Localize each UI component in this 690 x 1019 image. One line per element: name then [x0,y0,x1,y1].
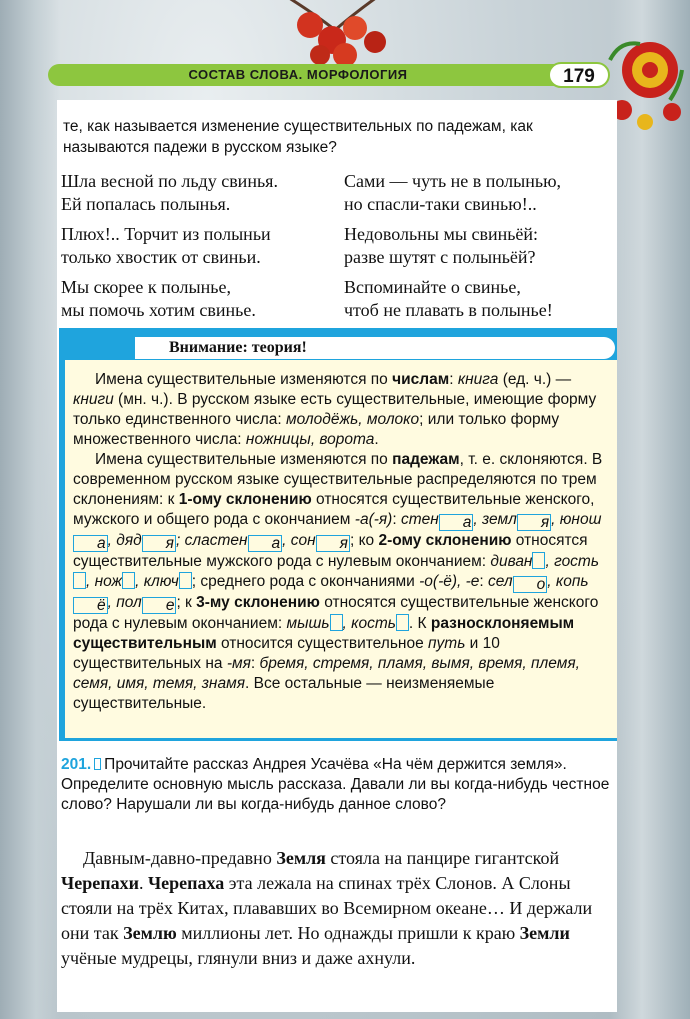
theory-title: Внимание: теория! [135,337,615,359]
exercise-text: Прочитайте рассказ Андрея Усачёва «На чём держится земля». Определите основную мысль рассказа. Давали ли вы когда-нибудь честное слово? Нарушали ли вы когда-нибудь данное слово? [61,756,610,813]
poem-line: разве шутят с полыньёй? [344,247,536,267]
story-text: Давным-давно-предавно Земля стояла на панцире гигантской Черепахи. Черепаха эта лежала на спинах трёх Слонов. А Слоны стояли на трёх Китах, плававших во Всемирном океане… И держали они так Землю миллионы лет. Но однажды пришли к краю Земли учёные мудрецы, глянули вниз и даже ахнули. [61,848,593,968]
poem-column-left [61,170,331,329]
poem-line: но спасли-таки свинью!.. [344,194,537,214]
poem-line: мы помочь хотим свинье. [61,300,256,320]
page-header-bar [48,64,608,86]
zero-ending-box [122,572,135,589]
section-title: СОСТАВ СЛОВА. МОРФОЛОГИЯ [188,67,408,82]
ending-box: я [316,535,350,552]
poem-stanza [61,170,331,216]
zero-ending-box [179,572,192,589]
theory-header [65,334,617,360]
poem-stanza [61,223,331,269]
zero-ending-box [396,614,409,631]
intro-text: те, как называется изменение существительных по падежам, как называются падежи в русском языке? [63,118,533,156]
poem-line: только хвостик от свиньи. [61,247,261,267]
ending-box: о [513,576,548,593]
poem-stanza [344,170,614,216]
poem-line: чтоб не плавать в полынье! [344,300,553,320]
exercise-marker-icon [94,758,101,770]
poem-line: Ей попалась полынья. [61,194,231,214]
theory-box [59,328,617,741]
poem-line: Плюх!.. Торчит из полыньи [61,224,271,244]
poem-line: Недовольны мы свиньёй: [344,224,539,244]
background-left [0,0,60,1019]
poem-line: Вспоминайте о свинье, [344,277,521,297]
page-number: 179 [548,62,610,88]
ending-box: а [439,514,474,531]
poem-stanza [61,276,331,322]
theory-paragraph-numbers: Имена существительные изменяются по числам: книга (ед. ч.) — книги (мн. ч.). В русском языке есть существительные, имеющие форму только единственного числа: молодёжь, молоко; или только форму множественного числа: ножницы, ворота. [73,371,597,448]
theory-body [73,370,607,714]
ending-box: е [142,597,177,614]
theory-paragraph-cases: Имена существительные изменяются по падежам, т. е. склоняются. В современном русском языке существительные распределяются по трем склонениям: к 1-ому склонению относятся существительные женского, мужского и общего рода с окончанием -а(-я): стен а , земл я , юноша , дяд я ; сластен а , сон я ; ко 2-ому склонению относятся существительные мужского рода с нулевым окончанием: диван , гость, нож , ключ ; среднего рода с окончаниями -о(-ё), -е: сел о , копьё , пол е ; к 3-му склонению относятся существительные женского рода с нулевым окончанием: мышь , кость . К разносклоняемым существительным относится существительное путь и 10 существительных на -мя: бремя, стремя, пламя, вымя, время, племя, семя, имя, темя, знамя. Все остальные — неизменяемые существительные. [73,451,603,712]
ending-box: а [248,535,283,552]
background-right [610,0,690,1019]
ending-box: я [517,514,551,531]
poem-column-right [344,170,614,329]
poem-line: Мы скорее к полынье, [61,277,231,297]
zero-ending-box [73,572,86,589]
exercise-task [61,755,613,815]
poem-stanza [344,276,614,322]
page-content [57,100,617,1012]
ending-box: ё [73,597,108,614]
exercise-number: 201. [61,756,92,773]
poem-line: Сами — чуть не в полынью, [344,171,562,191]
zero-ending-box [532,552,545,569]
poem-line: Шла весной по льду свинья. [61,171,278,191]
ending-box: я [142,535,176,552]
zero-ending-box [330,614,343,631]
ending-box: а [73,535,108,552]
poem-stanza [344,223,614,269]
